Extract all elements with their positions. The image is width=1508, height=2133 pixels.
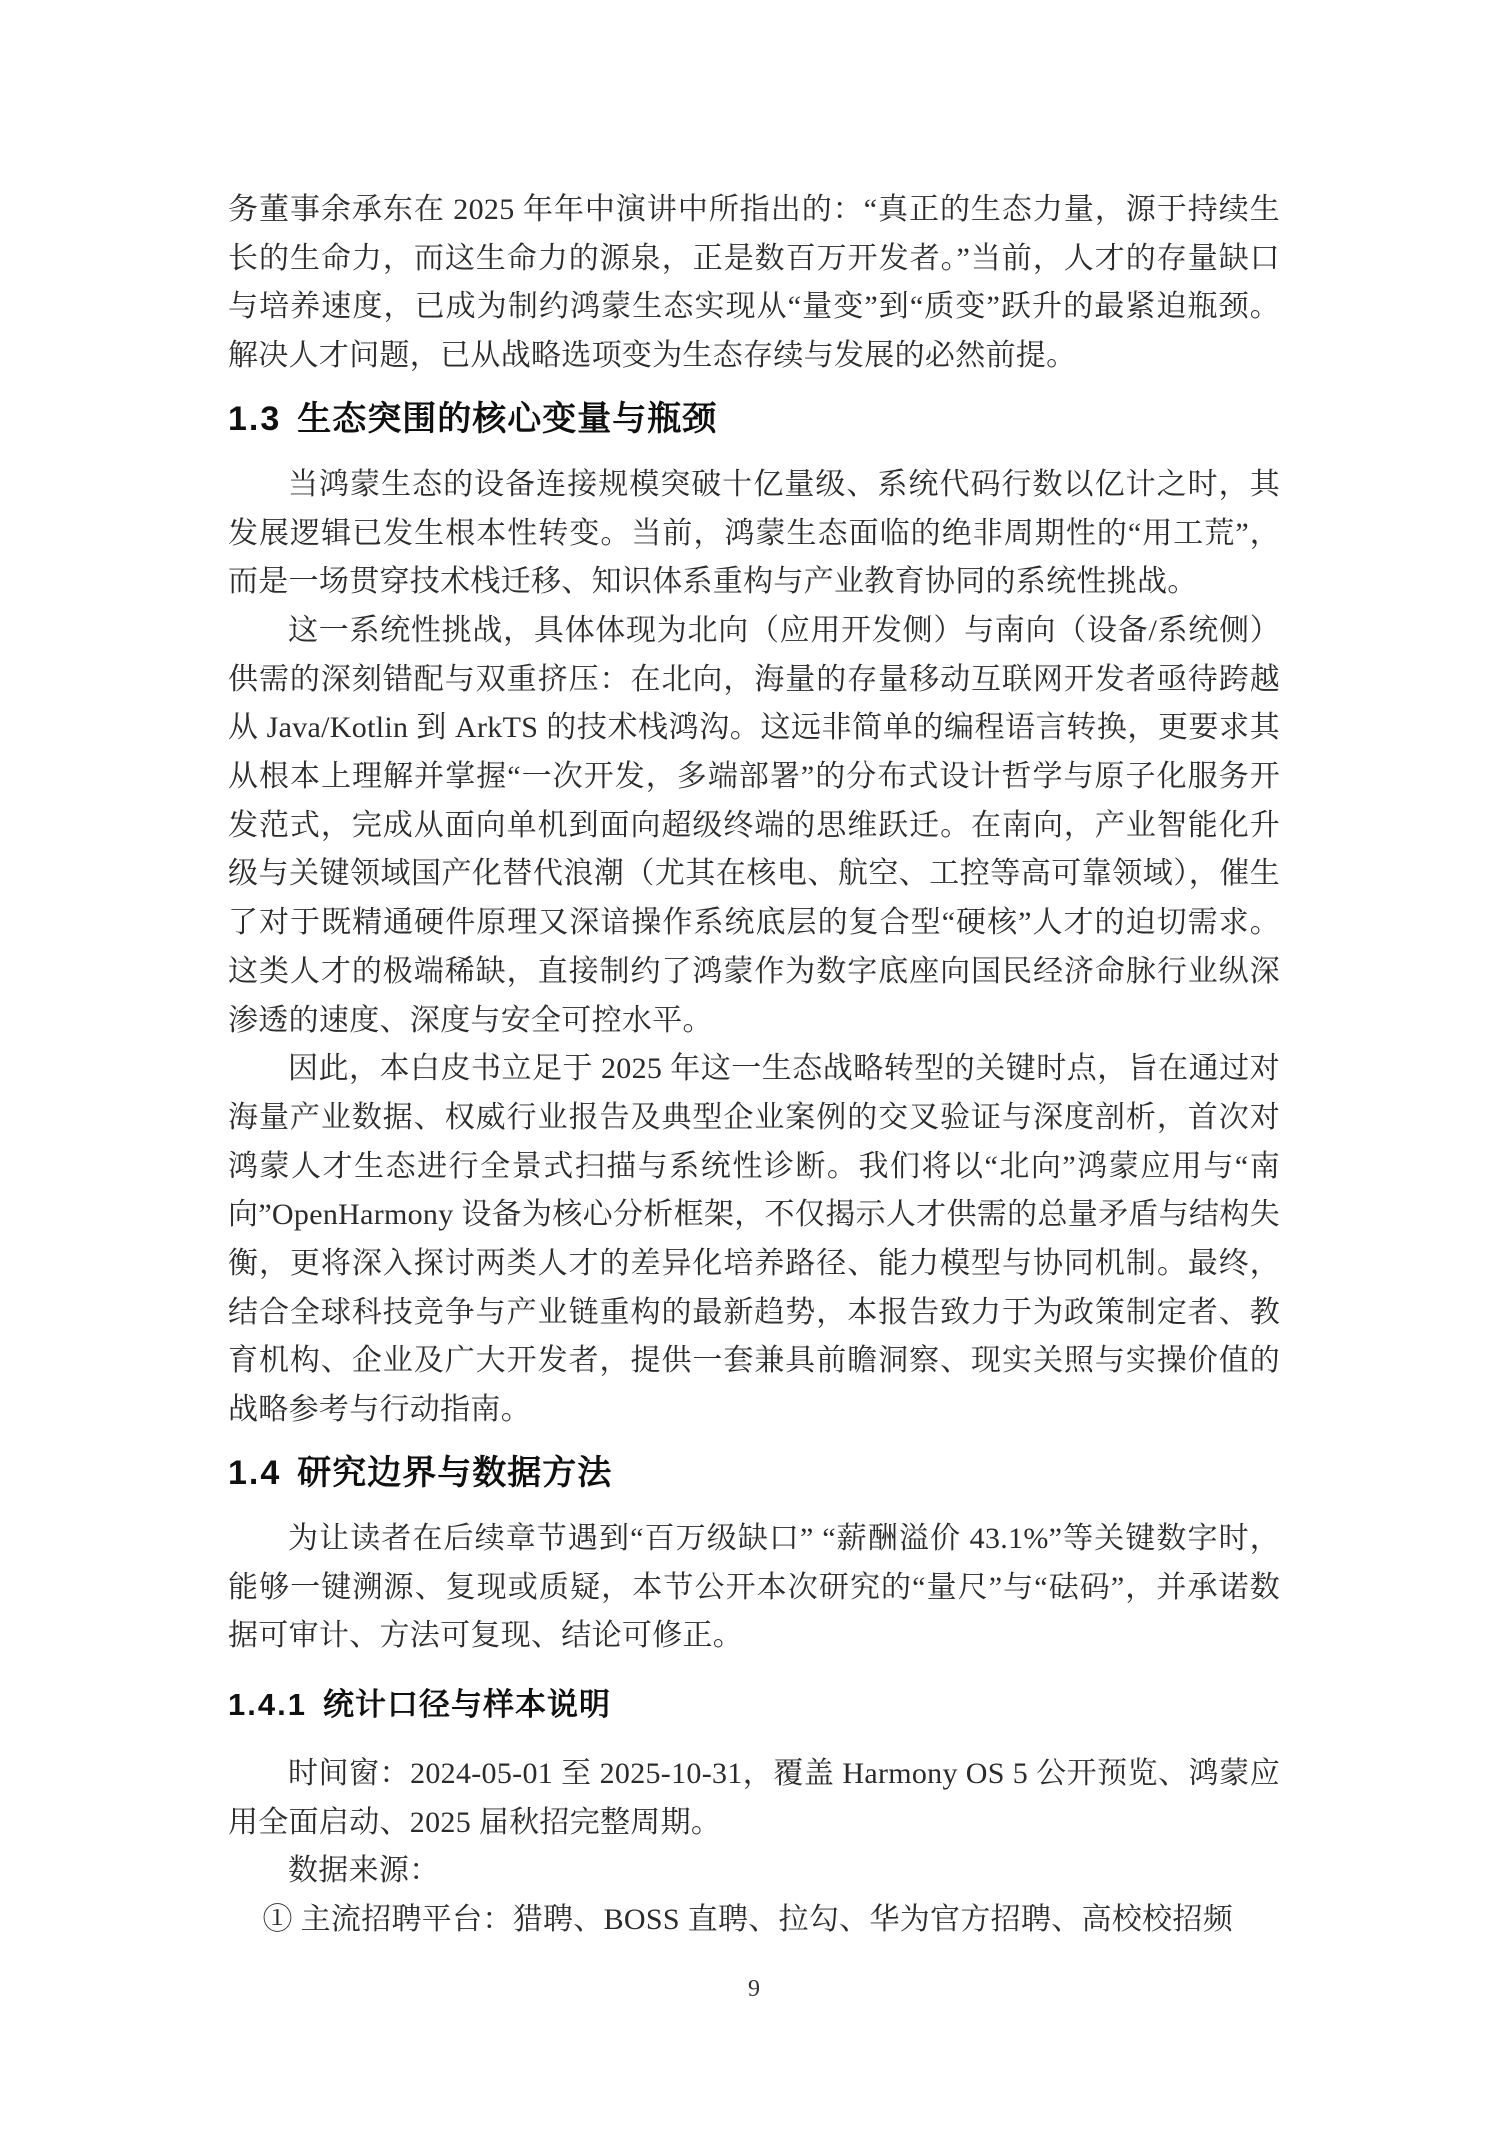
section-1-3-paragraph: 因此，本白皮书立足于 2025 年这一生态战略转型的关键时点，旨在通过对海量产业数据、权威行业报告及典型企业案例的交叉验证与深度剖析，首次对鸿蒙人才生态进行全景式扫描与系统性诊断。我们将以“北向”鸿蒙应用与“南向”OpenHarmony 设备为核心分析框架，不仅揭示人才供需的总量矛盾与结构失衡，更将深入探讨两类人才的差异化培养路径、能力模型与协同机制。最终，结合全球科技竞争与产业链重构的最新趋势，本报告致力于为政策制定者、教育机构、企业及广大开发者，提供一套兼具前瞻洞察、现实关照与实操价值的战略参考与行动指南。 bbox=[228, 1052, 1280, 1427]
section-1-3-number: 1.3 bbox=[228, 399, 282, 438]
section-1-4-1-number: 1.4.1 bbox=[228, 1686, 307, 1722]
section-1-4-number: 1.4 bbox=[228, 1453, 282, 1492]
section-1-4-1-title: 统计口径与样本说明 bbox=[322, 1686, 611, 1722]
section-1-3-paragraph: 当鸿蒙生态的设备连接规模突破十亿量级、系统代码行数以亿计之时，其发展逻辑已发生根本性转变。当前，鸿蒙生态面临的绝非周期性的“用工荒”，而是一场贯穿技术栈迁移、知识体系重构与产业教育协同的系统性挑战。 bbox=[228, 467, 1280, 599]
section-heading-1-4-1 bbox=[228, 1683, 1280, 1726]
section-1-3-paragraph: 这一系统性挑战，具体体现为北向（应用开发侧）与南向（设备/系统侧）供需的深刻错配与双重挤压：在北向，海量的存量移动互联网开发者亟待跨越从 Java/Kotlin 到 ArkTS 的技术栈鸿沟。这远非简单的编程语言转换，更要求其从根本上理解并掌握“一次开发，多端部署”的分布式设计哲学与原子化服务开发范式，完成从面向单机到面向超级终端的思维跃迁。在南向，产业智能化升级与关键领域国产化替代浪潮（尤其在核电、航空、工控等高可靠领域），催生了对于既精通硬件原理又深谙操作系统底层的复合型“硬核”人才的迫切需求。这类人才的极端稀缺，直接制约了鸿蒙作为数字底座向国民经济命脉行业纵深渗透的速度、深度与安全可控水平。 bbox=[228, 613, 1280, 1037]
section-1-4-paragraph: 为让读者在后续章节遇到“百万级缺口” “薪酬溢价 43.1%”等关键数字时，能够一键溯源、复现或质疑，本节公开本次研究的“量尺”与“砝码”，并承诺数据可审计、方法可复现、结论可修正。 bbox=[228, 1521, 1280, 1653]
time-window-paragraph: 时间窗：2024-05-01 至 2025-10-31，覆盖 Harmony OS 5 公开预览、鸿蒙应用全面启动、2025 届秋招完整周期。 bbox=[228, 1756, 1280, 1839]
section-heading-1-3 bbox=[228, 397, 1280, 441]
section-1-4-title: 研究边界与数据方法 bbox=[297, 1453, 613, 1492]
data-sources-label: 数据来源： bbox=[288, 1854, 440, 1888]
carryover-paragraph: 务董事余承东在 2025 年年中演讲中所指出的：“真正的生态力量，源于持续生长的生命力，而这生命力的源泉，正是数百万开发者。”当前，人才的存量缺口与培养速度，已成为制约鸿蒙生态实现从“量变”到“质变”跃升的最紧迫瓶颈。解决人才问题，已从战略选项变为生态存续与发展的必然前提。 bbox=[228, 193, 1280, 373]
data-source-item: ① 主流招聘平台：猎聘、BOSS 直聘、拉勾、华为官方招聘、高校校招频 bbox=[262, 1903, 1234, 1937]
section-heading-1-4 bbox=[228, 1451, 1280, 1495]
page-number: 9 bbox=[748, 1975, 760, 2002]
section-1-3-title: 生态突围的核心变量与瓶颈 bbox=[297, 399, 718, 438]
